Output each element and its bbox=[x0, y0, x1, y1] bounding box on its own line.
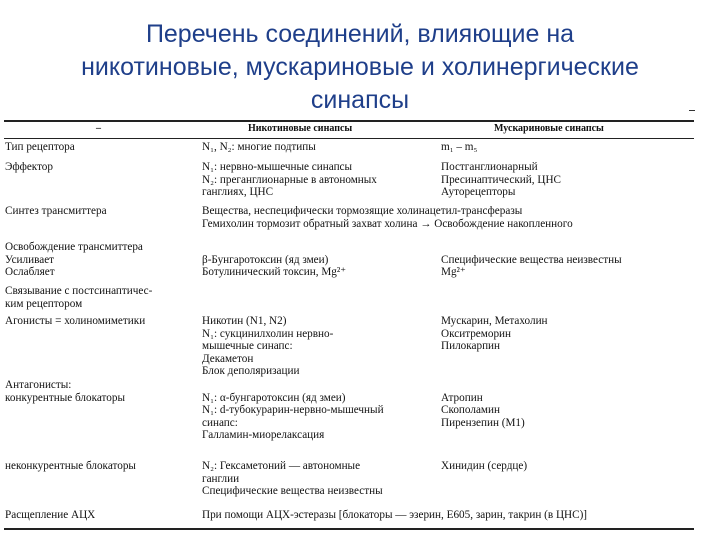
cell-line: N₂: Гексаметоний — автономные bbox=[202, 460, 361, 472]
cell-line: ганглии bbox=[202, 472, 240, 485]
table-cell bbox=[5, 241, 193, 279]
cell-line: N₁, N₂: многие подтипы bbox=[202, 141, 316, 153]
table-cell bbox=[441, 141, 693, 154]
cell-line: синапс: bbox=[202, 416, 238, 429]
cell-line: неконкурентные блокаторы bbox=[5, 460, 136, 472]
cell-line: Синтез трансмиттера bbox=[5, 205, 107, 217]
table-cell bbox=[5, 509, 193, 522]
table-cell bbox=[5, 460, 193, 473]
cell-line: Скополамин bbox=[441, 404, 500, 417]
table-cell bbox=[5, 161, 193, 174]
cell-line: Пирензепин (M1) bbox=[441, 416, 525, 429]
cell-line: Усиливает bbox=[5, 253, 55, 266]
table-cell bbox=[441, 315, 693, 353]
cell-line: Никотин (N1, N2) bbox=[202, 315, 287, 327]
cell-line: Ауторецепторы bbox=[441, 186, 516, 199]
table-cell bbox=[5, 141, 193, 154]
cell-line: β-Бунгаротоксин (яд змеи) bbox=[202, 253, 329, 266]
cell-line: Освобождение трансмиттера bbox=[5, 241, 143, 253]
table-cell bbox=[441, 460, 693, 473]
cell-line: N₁: нервно-мышечные синапсы bbox=[202, 161, 353, 173]
table-cell bbox=[202, 241, 438, 279]
table-cell bbox=[202, 161, 438, 199]
table-top-rule bbox=[4, 120, 694, 122]
comparison-table bbox=[4, 120, 694, 530]
cell-line: m₁ – m₅ bbox=[441, 141, 478, 153]
table-cell bbox=[202, 315, 438, 378]
cell-line: N₂: преганглионарные в автономных bbox=[202, 173, 377, 186]
cell-line: Пресинаптический, ЦНС bbox=[441, 173, 561, 186]
slide-title-line: синапсы bbox=[310, 86, 410, 114]
table-cell bbox=[5, 315, 193, 328]
table-cell bbox=[202, 509, 692, 522]
cell-line: Галламин-миорелаксация bbox=[202, 429, 325, 442]
slide-title-line: Перечень соединений, влияющие на bbox=[145, 20, 575, 48]
cell-line bbox=[441, 241, 693, 254]
cell-line: Ослабляет bbox=[5, 266, 55, 279]
cell-line: Блок деполяризации bbox=[202, 365, 300, 378]
table-cell bbox=[441, 379, 693, 429]
table-header-cell: Мускариновые синапсы bbox=[494, 123, 604, 134]
cell-line: Окситреморин bbox=[441, 327, 512, 340]
cell-line: Гемихолин тормозит обратный захват холина → Освобождение накопленного bbox=[202, 217, 573, 230]
cell-line: Постганглионарный bbox=[441, 161, 538, 173]
table-cell bbox=[202, 141, 438, 154]
table-header-cell: – bbox=[96, 123, 101, 134]
cell-line: N₁: d-тубокурарин-нервно-мышечный bbox=[202, 404, 384, 417]
cell-line: Декаметон bbox=[202, 352, 254, 365]
table-cell bbox=[202, 379, 438, 442]
cell-line bbox=[202, 379, 438, 392]
cell-line: Расщепление АЦХ bbox=[5, 509, 96, 521]
cell-line: Эффектор bbox=[5, 161, 53, 173]
table-cell bbox=[202, 205, 692, 230]
cell-line: Пилокарпин bbox=[441, 340, 501, 353]
cell-line: При помощи АЦХ-эстеразы [блокаторы — эзерин, Е605, зарин, такрин (в ЦНС)] bbox=[202, 509, 588, 521]
cell-line: N₁: сукцинилхолин нервно- bbox=[202, 327, 334, 340]
table-header-row bbox=[4, 123, 694, 137]
slide-title bbox=[0, 18, 720, 117]
cell-line: Агонисты = холиномиметики bbox=[5, 315, 146, 327]
cell-line: Хинидин (сердце) bbox=[441, 460, 528, 472]
table-cell bbox=[202, 460, 438, 498]
cell-line: Специфические вещества неизвестны bbox=[202, 485, 383, 498]
cell-line: ким рецептором bbox=[5, 297, 83, 310]
table-bottom-rule bbox=[4, 528, 694, 530]
table-cell bbox=[5, 285, 193, 310]
separator-dash bbox=[689, 110, 695, 111]
cell-line: ганглиях, ЦНС bbox=[202, 186, 274, 199]
cell-line: конкурентные блокаторы bbox=[5, 391, 125, 404]
cell-line: Мускарин, Метахолин bbox=[441, 315, 548, 327]
cell-line: Специфические вещества неизвестны bbox=[441, 253, 622, 266]
slide-title-line: никотиновые, мускариновые и холинергические bbox=[81, 53, 639, 81]
table-header-cell: Никотиновые синапсы bbox=[248, 123, 353, 134]
cell-line bbox=[202, 241, 438, 254]
table-cell bbox=[5, 379, 193, 404]
cell-line: Mg²⁺ bbox=[441, 266, 466, 279]
table-cell bbox=[441, 241, 693, 279]
cell-line bbox=[441, 379, 693, 392]
table-header-rule bbox=[4, 138, 694, 139]
cell-line: Вещества, неспецифически тормозящие холинацетил-трансферазы bbox=[202, 205, 523, 217]
table-cell bbox=[5, 205, 193, 218]
cell-line: N₁: α-бунгаротоксин (яд змеи) bbox=[202, 391, 346, 404]
cell-line: Атропин bbox=[441, 391, 483, 404]
cell-line: Тип рецептора bbox=[5, 141, 75, 153]
cell-line: Антагонисты: bbox=[5, 379, 72, 391]
cell-line: мышечные синапс: bbox=[202, 340, 293, 353]
cell-line: Ботулинический токсин, Mg²⁺ bbox=[202, 266, 347, 279]
table-cell bbox=[441, 161, 693, 199]
cell-line: Связывание с постсинаптичес- bbox=[5, 285, 153, 297]
